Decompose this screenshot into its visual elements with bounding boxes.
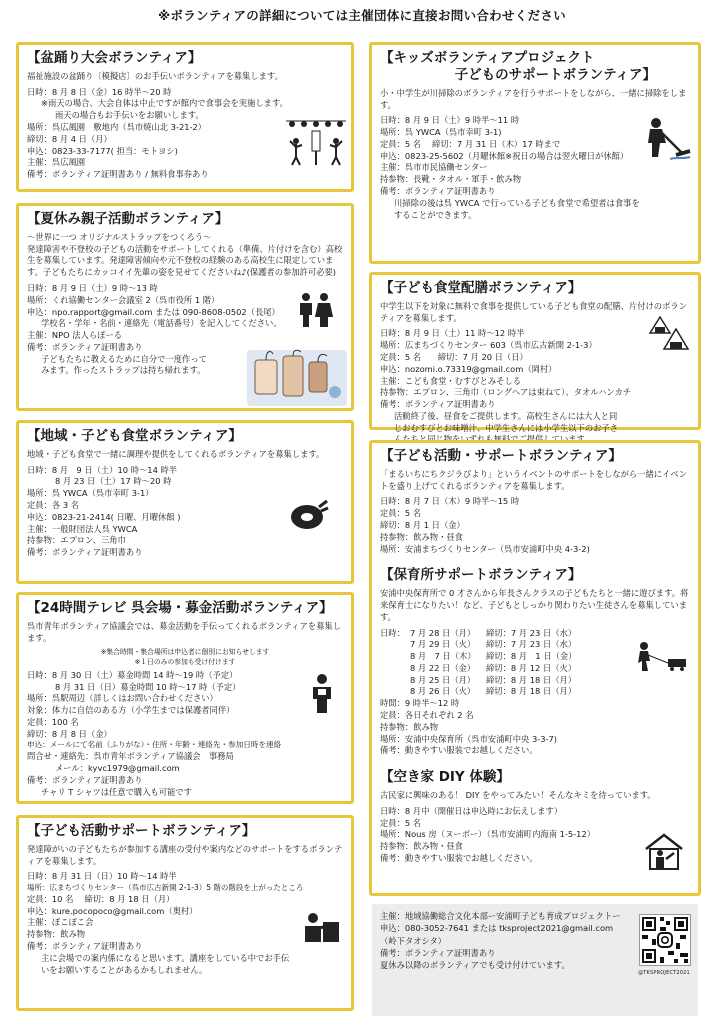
info-line: 締切：8 月 8 日（金）	[27, 728, 112, 739]
info-line: 場所：呉広風園 敷地内（呉市焼山北 3-21-2）	[27, 122, 207, 132]
section-title: 【地域・子ども食堂ボランティア】	[27, 428, 242, 444]
info-line: 8 月 31 日（日）募金時間 10 時〜17 時（予定）	[55, 681, 241, 692]
info-line: 主催：呉広風園	[27, 157, 86, 168]
note-line: 夏休み以降のボランティアでも受け付けています。	[380, 960, 570, 971]
info-line: 持参物：エプロン、三角巾	[27, 535, 126, 546]
note-line: ※１日のみの参加も受け付けます	[134, 657, 236, 666]
info-line: ※雨天の場合、大会自体は中止ですが館内で食事会を実施します。	[41, 98, 288, 109]
section-intro: 〜世界に一つ オリジナルストラップをつくろう〜 発達障害や不登校の子どもの活動をサポートしてくれる（準備、片付けを含む）高校生を募集しています。発達障害傾向や元不登校の経験のある高校生に限定しています。子どもたちにカッコイイ先輩の姿を見せてくださいね♪(保護者の参加許可必要)	[27, 231, 343, 278]
contact-line: 申込：080-3052-7641 または tksproject2021@gmail.com	[380, 923, 614, 934]
child-pulling-toy-icon	[634, 641, 690, 671]
rice-ball-icon	[648, 315, 690, 351]
organizer-info	[372, 904, 698, 1016]
info-line: 定員：5 名	[380, 508, 422, 519]
info-line: 申込：0823-21-2414( 日曜、月曜休館 )	[27, 511, 181, 522]
info-line: いをお願いすることがあるかもしれません。	[41, 964, 208, 975]
diy-house-icon	[644, 833, 684, 869]
bon-odori-section	[16, 42, 354, 192]
info-line: 場所：呉 YWCA（呉市幸町 3-1)	[380, 127, 502, 138]
info-line: することができます。	[394, 209, 477, 220]
deadline-item: 締切：7 月 23 日（水）	[486, 639, 577, 650]
info-line: 主催：こども食堂・むすびとみそしる	[380, 375, 522, 386]
info-line: 日時：8 月 9 日（土）11 時〜12 時半	[380, 328, 525, 339]
info-line: メール：kyvc1979@gmail.com	[55, 763, 180, 774]
section-title: 【24時間テレビ 呉会場・募金活動ボランティア】	[27, 600, 333, 616]
info-line: じおむすびとお味噌汁、中学生さんには小学生以下のお子さ	[394, 422, 619, 433]
section-title: 【保育所サポートボランティア】	[380, 567, 582, 584]
info-line: 備考：ボランティア証明書あり	[380, 399, 496, 410]
date-item: 8 月 26 日（火）	[410, 686, 476, 697]
deadline-item: 締切：8 月 18 日（月）	[486, 674, 577, 685]
section-intro: 発達障がいの子どもたちが参加する講座の受付や案内などのサポートをするボランティアを募集します。	[27, 843, 343, 866]
date-item: 8 月 22 日（金）	[410, 662, 476, 673]
info-line: 日時：8 月 31 日（日）10 時〜14 時半	[27, 871, 177, 882]
info-line: 日時：8 月 9 日（土）9 時〜13 時	[27, 283, 158, 293]
info-line: 申込：0823-25-5602（月曜休館※祝日の場合は翌火曜日が休館）	[380, 150, 629, 161]
info-line: 日時：8 月 30 日（土）募金時間 14 時〜19 時（予定）	[27, 669, 238, 680]
info-line: 場所：呉 YWCA（呉市幸町 3-1）	[27, 488, 154, 499]
info-line: 申込：メールにて名前（ふりがな）・住所・年齢・連絡先・参加日時を連絡	[27, 740, 282, 750]
date-item: 7 月 29 日（火）	[410, 639, 476, 650]
info-line: 備考：ボランティア証明書あり / 無料食事券あり	[27, 169, 209, 180]
info-line: 申込：0823-33-7177( 担当：モトヨシ)	[27, 145, 178, 156]
info-line: 申込：nozomi.o.73319@gmail.com（岡村）	[380, 363, 557, 374]
info-line: 日時：8 月 9 日（土）10 時〜14 時半	[27, 464, 178, 475]
info-line: 川掃除の後は呉 YWCA で行っている子ども食堂で希望者は食事を	[394, 197, 640, 208]
festival-lantern-icon	[284, 115, 348, 165]
info-line: 問合せ・連絡先：呉市青年ボランティア協議会 事務局	[27, 751, 234, 762]
info-line: 主に会場での案内係になると思います。講座をしている中でお手伝	[41, 952, 290, 963]
info-line: 定員：5 名 締切：7 月 20 日（日）	[380, 352, 528, 362]
section-intro: 地域・子ども食堂で一緒に調理や提供をしてくれるボランティアを募集します。	[27, 448, 325, 459]
info-line: 場所：Nous 房（ヌーボー）（呉市安浦町内海南 1-5-12）	[380, 829, 596, 840]
section-title: 【子ども活動サポートボランティア】	[27, 823, 256, 839]
info-line: 定員：10 名 締切：8 月 18 日（月）	[27, 893, 175, 904]
tv-section	[16, 592, 354, 804]
info-line: 定員：5 名 締切：7 月 31 日（木）17 時まで	[380, 138, 561, 149]
info-line: 子どもたちに教えるために自分で一度作って	[41, 353, 207, 364]
katsudo-section	[369, 440, 701, 896]
info-line: 持参物：エプロン、三角巾（ロングヘアは束ねて）、タオルハンカチ	[380, 387, 632, 398]
section-intro: 小・中学生が川掃除のボランティアを行うサポートをしながら、一緒に掃除をします。	[380, 87, 687, 110]
deadline-item: 締切：8 月 1 日（金）	[486, 651, 577, 662]
info-line: 定員：5 名	[380, 817, 422, 828]
section-title: 【夏休み親子活動ボランティア】	[27, 211, 229, 227]
info-line: 場所：くれ協働センター会議室 2（呉市役所 1 階）	[27, 294, 220, 305]
cleaning-person-icon	[640, 117, 692, 161]
person-icon	[309, 673, 335, 713]
info-line: 定員：100 名	[27, 716, 79, 727]
info-line: 場所：呉駅周辺（詳しくはお問い合わせください）	[27, 693, 218, 704]
info-line: 日時：8 月 9 日（土）9 時半〜11 時	[380, 115, 520, 126]
info-line: 備考：ボランティア証明書あり	[27, 774, 143, 785]
info-line: 8 月 23 日（土）17 時〜20 時	[55, 476, 172, 487]
title-line-2: 子どものサポートボランティア】	[454, 66, 656, 83]
info-line: 主催：呉市市民協働センター	[380, 162, 488, 173]
info-line: 日時：8 月中（開催日は申込時にお伝えします）	[380, 805, 563, 816]
section-intro: 「まるいちにちクジラびより」というイベントのサポートをしながら一緒にイベントを盛り上げてくれるボランティアを募集します。	[380, 468, 687, 491]
info-line: 場所：安浦中央保育所（呉市安浦町中央 3-3-7)	[380, 733, 558, 744]
info-line: 持参物：飲み物	[380, 721, 439, 732]
title-line-1: 【キッズボランティアプロジェクト	[380, 50, 595, 66]
info-line: 主催：一般財団法人呉 YWCA	[27, 523, 138, 534]
section-title: 【子ども食堂配膳ボランティア】	[380, 280, 582, 296]
info-line: 備考：ボランティア証明書あり	[27, 940, 143, 951]
info-line: 場所：広まちづくりセンター（呉市広古新開 2-1-3）5 階の階段を上がったところ	[27, 883, 304, 893]
kids-section	[369, 42, 701, 264]
info-line: 備考：動きやすい服装でお越しください。	[380, 745, 538, 756]
info-line: 備考：ボランティア証明書あり	[27, 547, 143, 558]
date-item: 8 月 25 日（月）	[410, 674, 476, 685]
qr-caption: @TKSPROJECT2021	[638, 970, 690, 976]
contact-name: （岭下タオシタ）	[380, 935, 447, 946]
shokudo-section	[369, 272, 701, 433]
info-line: みます。作ったストラップは持ち帰れます。	[41, 365, 206, 376]
info-line: 申込：npo.rapport@gmail.com または 090-8608-0502（長尾）	[27, 306, 280, 317]
organizer-line: 主催：地域協働総合文化本部ー安浦町子ども育成プロジェクトー	[380, 911, 621, 921]
section-title: 【盆踊り大会ボランティア】	[27, 50, 202, 66]
info-line: 対象：体力に自信のある方（小学生までは保護者同伴）	[27, 705, 235, 716]
deadline-item: 締切：8 月 12 日（火）	[486, 662, 577, 673]
info-line: 持参物：長靴・タオル・軍手・飲み物	[380, 174, 522, 185]
chiiki-section	[16, 420, 354, 584]
info-line: 日時：8 月 7 日（木）9 時半〜15 時	[380, 496, 520, 507]
section-title: 【子ども活動・サポートボランティア】	[380, 448, 622, 464]
info-line: 時間：9 時半〜12 時	[380, 698, 460, 709]
date-label: 日時：	[380, 627, 405, 638]
info-line: 備考：ボランティア証明書あり	[27, 341, 143, 352]
info-line: 場所：安浦まちづくりセンター（呉市安浦町中央 4-3-2)	[380, 543, 590, 554]
info-line: 持参物：飲み物	[27, 929, 86, 940]
meat-icon	[289, 499, 329, 533]
info-line: 持参物：飲み物・昼食	[380, 531, 463, 542]
info-line: 締切：8 月 4 日（月）	[27, 133, 112, 144]
info-line: チャリ T シャツは任意で購入も可能です	[41, 786, 192, 797]
section-intro: 中学生以下を対象に無料で食事を提供している子ども食堂の配膳、片付けのボランティアを募集します。	[380, 300, 687, 323]
info-line: 学校名・学年・名前・連絡先（電話番号）を記入してください。	[41, 318, 282, 329]
note-line: ※集合時間・集合場所は申込者に個別にお知らせします	[100, 648, 270, 657]
section-intro: 古民家に興味のある！ DIY をやってみたい！そんなキミを待っています。	[380, 790, 656, 801]
strap-photo	[247, 350, 347, 406]
oyako-section	[16, 203, 354, 411]
deadline-item: 締切：8 月 18 日（月）	[486, 686, 577, 697]
note-line: 備考：ボランティア証明書あり	[380, 947, 496, 958]
section-title	[380, 50, 690, 84]
qr-code[interactable]	[639, 914, 691, 966]
info-line: 定員：各 3 名	[27, 500, 80, 510]
info-line: 主催：ぽこぽこ会	[27, 917, 94, 928]
info-line: 日時：8 月 8 日（金）16 時半〜20 時	[27, 86, 172, 97]
date-item: 8 月 7 日（木）	[410, 651, 476, 662]
info-line: 締切：8 月 1 日（金）	[380, 520, 465, 530]
section-intro: 呉市青年ボランティア協議会では、募金活動を手伝ってくれるボランティアを募集します。	[27, 620, 341, 643]
support-section	[16, 815, 354, 1011]
info-line: 持参物：飲み物・昼食	[380, 841, 463, 852]
info-line: 定員：各日それぞれ 2 名	[380, 710, 474, 721]
info-line: 場所：広まちづくりセンター 603（呉市広古新開 2-1-3）	[380, 340, 597, 351]
section-title: 【空き家 DIY 体験】	[380, 769, 510, 786]
header-note: ※ボランティアの詳細については主催団体に直接お問い合わせください	[157, 8, 566, 23]
presenter-icon	[301, 912, 341, 942]
deadline-item: 締切：7 月 23 日（水）	[486, 627, 577, 638]
info-line: 備考：動きやすい服装でお越しください。	[380, 852, 538, 863]
section-intro: 安浦中央保育所で 0 才さんから年長さんクラスの子どもたちと一緒に遊びます。将来保育士になりたい！など、子どもとしっかり関わりたい生徒さんを募集しています。	[380, 588, 689, 622]
info-line: 活動終了後、昼食をご提供します。高校生さんには大人と同	[394, 410, 618, 421]
parent-child-icon	[295, 292, 335, 328]
info-line: 申込：kure.pocopoco@gmail.com（奥村）	[27, 905, 198, 916]
date-item: 7 月 28 日（月）	[410, 627, 476, 638]
section-intro: 福祉施設の盆踊り〔模擬店〕のお手伝いボランティアを募集します。	[27, 70, 283, 81]
info-line: 備考：ボランティア証明書あり	[380, 186, 496, 196]
info-line: 雨天の場合もお手伝いをお願いします。	[55, 110, 204, 121]
info-line: 主催：NPO 法人らぽーる	[27, 330, 123, 341]
